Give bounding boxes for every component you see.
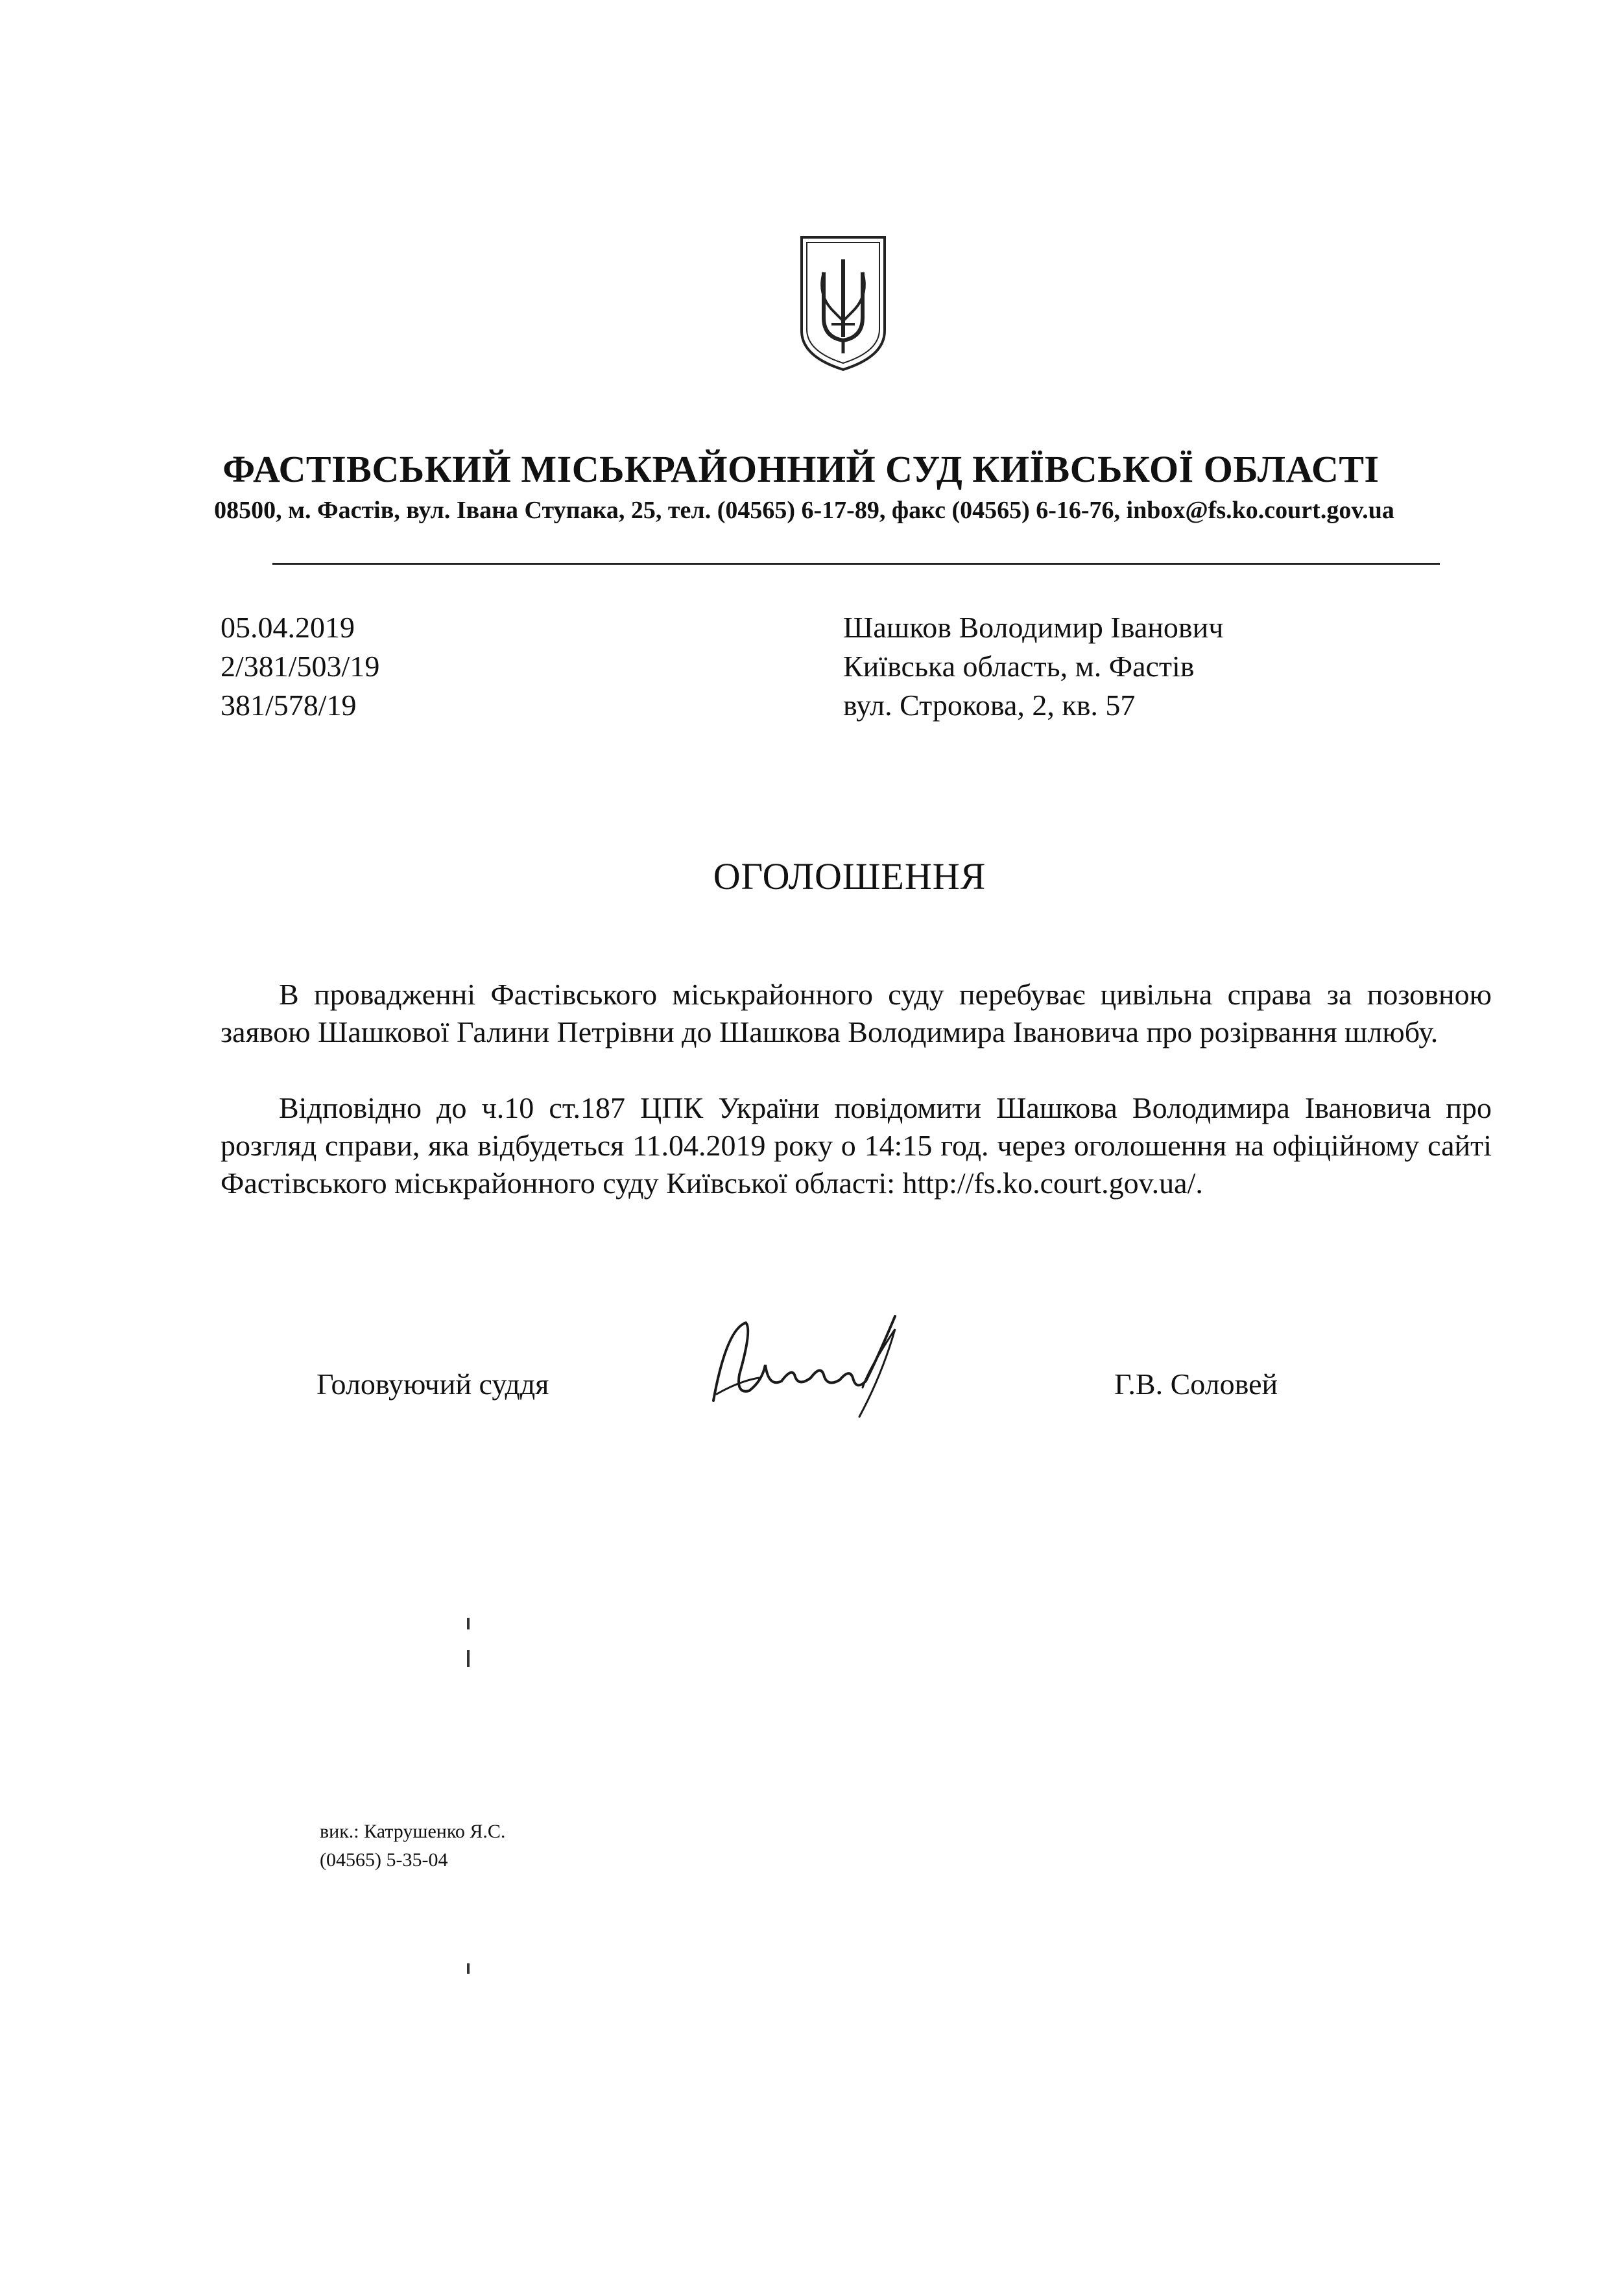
court-address: 08500, м. Фастів, вул. Івана Ступака, 25, тел. (04565) 6-17-89, факс (04565) 6-16-76, inbox@fs.ko.court.gov.ua [214,497,1394,524]
document-title: ОГОЛОШЕННЯ [713,855,986,897]
ukraine-trident-emblem-icon [798,233,889,373]
executor-block [320,1817,505,1875]
header-divider [272,563,1440,565]
recipient-street: вул. Строкова, 2, кв. 57 [843,689,1136,722]
handwritten-signature [700,1303,914,1433]
signer-name: Г.В. Соловей [1114,1367,1278,1401]
executor-name: вик.: Катрушенко Я.С. [320,1821,506,1842]
body-paragraph-1: В провадженні Фастівського міськрайонного суду перебуває цивільна справа за позовною заявою Шашкової Галини Петрівни до Шашкова Володимира Івановича про розірвання шлюбу. [221,978,1492,1048]
signer-role: Головуючий суддя [316,1367,549,1401]
proceeding-number: 381/578/19 [221,689,357,722]
recipient-name: Шашков Володимир Іванович [843,611,1224,644]
body-paragraph-2: Відповідно до ч.10 ст.187 ЦПК України повідомити Шашкова Володимира Івановича про розгляд справи, яка відбудеться 11.04.2019 року о 14:15 год. через оголошення на офіційному сайті Фастівського міськрайонного суду Київської області: http://fs.ko.court.gov.ua/. [221,1091,1492,1200]
scan-mark [467,1618,470,1629]
case-number: 2/381/503/19 [221,650,380,683]
document-meta [221,608,379,725]
scan-mark [467,1650,470,1667]
recipient-city: Київська область, м. Фастів [843,650,1195,683]
court-name: ФАСТІВСЬКИЙ МІСЬКРАЙОННИЙ СУД КИЇВСЬКОЇ ОБЛАСТІ [222,448,1379,490]
recipient-block [843,608,1223,725]
scan-mark [467,1963,470,1974]
executor-phone: (04565) 5-35-04 [320,1849,448,1871]
document-date: 05.04.2019 [221,611,355,644]
